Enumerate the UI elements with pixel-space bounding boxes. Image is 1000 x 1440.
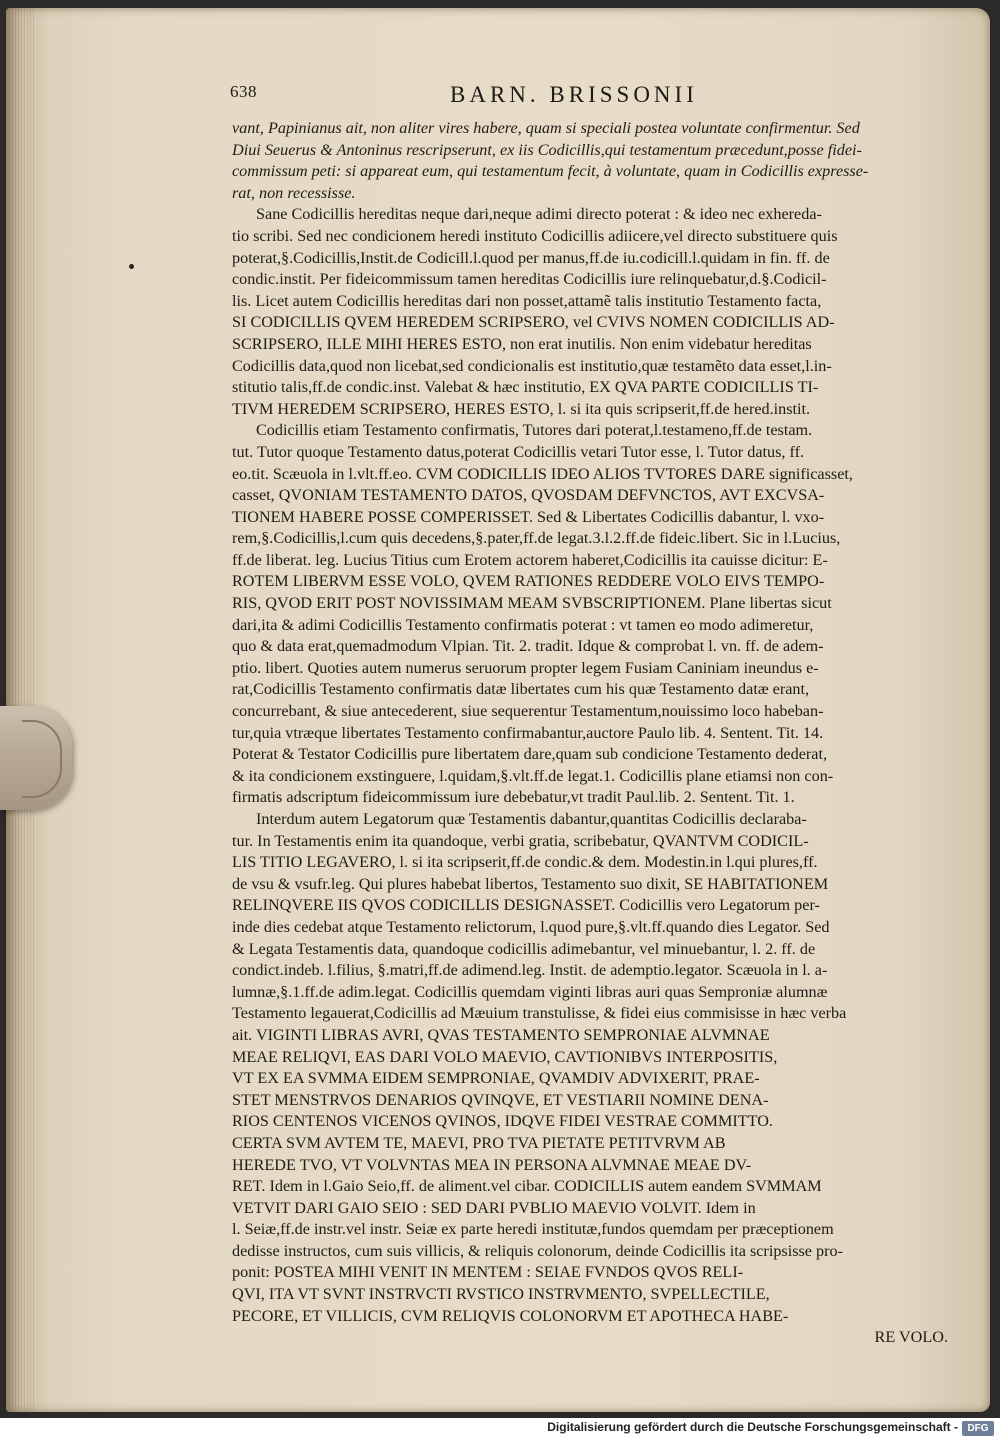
text-line: tur. In Testamentis enim ita quandoque, verbi gratia, scribebatur, QVANTVM CODICIL- (232, 831, 809, 850)
text-line: l. Seiæ,ff.de instr.vel instr. Seiæ ex parte heredi institutæ,fundos quemdam per præceptionem (232, 1220, 834, 1239)
text-line: Interdum autem Legatorum quæ Testamentis dabantur,quantitas Codicillis declaraba- (256, 810, 807, 828)
running-head: BARN. BRISSONII (450, 82, 698, 107)
text-line: SI CODICILLIS QVEM HEREDEM SCRIPSERO, vel CVIVS NOMEN CODICILLIS AD- (232, 313, 835, 332)
text-line: vant, Papinianus ait, non aliter vires habere, quam si speciali postea voluntate confirmentur. Sed (232, 119, 860, 137)
text-line: casset, QVONIAM TESTAMENTO DATOS, QVOSDAM DEFVNCTOS, AVT EXCVSA- (232, 486, 825, 505)
text-line: Sane Codicillis hereditas neque dari,neque adimi directo poterat : & ideo nec exhereda- (256, 205, 822, 224)
text-line: & Legata Testamentis data, quandoque codicillis adimebantur, vel minuebantur, l. 2. ff. de (232, 939, 816, 958)
text-line: dari,ita & adimi Codicillis Testamento confirmatis poterat : vt tamen eo modo adimeretur, (232, 615, 814, 634)
page-header (230, 82, 950, 112)
text-line: Testamento legauerat,Codicillis ad Mæuium transtulisse, & fidei eius commisisse in hæc verba (232, 1004, 847, 1023)
text-line: concurrebant, & siue antecederent, siue sequerentur Testamentum,nouissimo loco habeban- (232, 702, 824, 721)
text-line: rat, non recessisse. (232, 183, 356, 202)
text-line: Codicillis etiam Testamento confirmatis, Tutores dari poterat,l.testameno,ff.de testam. (256, 421, 813, 440)
text-line: VT EX EA SVMMA EIDEM SEMPRONIAE, QVAMDIV ADVIXERIT, PRAE- (232, 1069, 760, 1088)
text-line: condict.indeb. l.filius, §.matri,ff.de adimend.leg. Instit. de ademptio.legator. Scæuola in l. a- (232, 961, 828, 980)
text-line: TIONEM HABERE POSSE COMPERISSET. Sed & Libertates Codicillis dabantur, l. vxo- (232, 507, 825, 526)
text-line: & ita condicionem exstinguere, l.quidam,§.vlt.ff.de legat.1. Codicillis plane etiamsi non con- (232, 766, 834, 785)
text-line: QVI, ITA VT SVNT INSTRVCTI RVSTICO INSTRVMENTO, SVPELLECTILE, (232, 1285, 770, 1304)
text-line: TIVM HEREDEM SCRIPSERO, HERES ESTO, l. si ita quis scripserit,ff.de hered.instit. (232, 399, 811, 418)
text-line: lis. Licet autem Codicillis hereditas dari non posset,attamẽ talis institutio Testamento facta, (232, 291, 822, 310)
text-line: rem,§.Codicillis,l.cum quis decedens,§.pater,ff.de legat.3.l.2.ff.de fideic.libert. Sic in l.Lucius, (232, 529, 841, 548)
text-line: tur,quia vtræque libertates Testamento confirmabantur,auctore Paulo lib. 4. Sentent. Tit. 14. (232, 723, 824, 742)
text-line: firmatis adscriptum fideicommissum iure debebatur,vt tradit Paul.lib. 2. Sentent. Tit. 1. (232, 788, 795, 807)
text-line: RIOS CENTENOS VICENOS QVINOS, IDQVE FIDEI VESTRAE COMMITTO. (232, 1112, 773, 1131)
text-line: lumnæ,§.1.ff.de adim.legat. Codicillis quemdam viginti libras auri quas Semproniæ alumnæ (232, 982, 828, 1001)
text-line: ROTEM LIBERVM ESSE VOLO, QVEM RATIONES REDDERE VOLO EIVS TEMPO- (232, 572, 825, 591)
text-line: ponit: POSTEA MIHI VENIT IN MENTEM : SEIAE FVNDOS QVOS RELI- (232, 1263, 744, 1282)
text-line: tio scribi. Sed nec condicionem heredi instituto Codicillis adiicere,vel directo substituere quis (232, 226, 838, 245)
text-line: de vsu & vsufr.leg. Qui plures habebat libertos, Testamento suo dixit, SE HABITATIONEM (232, 874, 829, 893)
text-line: PECORE, ET VILLICIS, CVM RELIQVIS COLONORVM ET APOTHECA HABE- (232, 1306, 789, 1325)
text-line: MEAE RELIQVI, EAS DARI VOLO MAEVIO, CAVTIONIBVS INTERPOSITIS, (232, 1047, 778, 1066)
text-line: Poterat & Testator Codicillis pure libertatem dare,quam sub condicione Testamento dederat, (232, 745, 827, 764)
footer-credit: Digitalisierung gefördert durch die Deutsche Forschungsgemeinschaft - (547, 1420, 958, 1434)
text-line: Diui Seuerus & Antoninus rescripserunt, ex iis Codicillis,qui testamentum præcedunt,posse fidei- (232, 140, 862, 159)
text-line: RET. Idem in l.Gaio Seio,ff. de aliment.vel cibar. CODICILLIS autem eandem SVMMAM (232, 1177, 822, 1196)
book-clip (0, 706, 72, 810)
text-line: stitutio talis,ff.de condic.inst. Valebat & hæc institutio, EX QVA PARTE CODICILLIS TI- (232, 378, 819, 397)
text-line: quo & data erat,quemadmodum Vlpian. Tit. 2. tradit. Idque & comprobat l. vn. ff. de adem- (232, 637, 824, 656)
text-line: HEREDE TVO, VT VOLVNTAS MEA IN PERSONA ALVMNAE MEAE DV- (232, 1155, 752, 1174)
text-line: ait. VIGINTI LIBRAS AVRI, QVAS TESTAMENTO SEMPRONIAE ALVMNAE (232, 1025, 770, 1044)
text-line: commissum peti: si appareat eum, qui testamentum fecit, à voluntate, quam in Codicillis expresse- (232, 162, 869, 181)
footer-bar (0, 1418, 1000, 1440)
text-line: tut. Tutor quoque Testamento datus,poterat Codicillis vetari Tutor esse, l. Tutor datus, ff. (232, 442, 805, 461)
text-line: LIS TITIO LEGAVERO, l. si ita scripserit,ff.de condic.& dem. Modestin.in l.qui plures,ff. (232, 853, 818, 872)
text-line: inde dies cedebat atque Testamento relictorum, l.quod pure,§.vlt.ff.quando dies Legator. Sed (232, 917, 830, 936)
text-line: RELINQVERE IIS QVOS CODICILLIS DESIGNASSET. Codicillis vero Legatorum per- (232, 896, 820, 915)
dfg-logo: DFG (962, 1421, 994, 1436)
body-text (232, 118, 948, 1349)
text-line: Codicillis data,quod non licebat,sed condicionalis est institutio,quæ testamẽto data esset,l.in- (232, 356, 832, 375)
clip-loop (22, 720, 62, 798)
folio-number: 638 (230, 82, 257, 101)
text-line: dedisse instructos, cum suis villicis, & reliquis colonorum, deinde Codicillis ita scripsisse pro- (232, 1241, 844, 1260)
text-line: VETVIT DARI GAIO SEIO : SED DARI PVBLIO MAEVIO VOLVIT. Idem in (232, 1198, 756, 1217)
text-line: RIS, QVOD ERIT POST NOVISSIMAM MEAM SVBSCRIPTIONEM. Plane libertas sicut (232, 594, 832, 613)
ink-spot (129, 264, 134, 269)
text-line: eo.tit. Scæuola in l.vlt.ff.eo. CVM CODICILLIS IDEO ALIOS TVTORES DARE significasset, (232, 464, 853, 483)
text-line: SCRIPSERO, ILLE MIHI HERES ESTO, non erat inutilis. Non enim videbatur hereditas (232, 334, 812, 353)
text-line: poterat,§.Codicillis,Instit.de Codicill.l.quod per manus,ff.de iu.codicill.l.quidam in fin. ff. de (232, 248, 830, 267)
text-line: CERTA SVM AVTEM TE, MAEVI, PRO TVA PIETATE PETITVRVM AB (232, 1133, 726, 1152)
text-line: STET MENSTRVOS DENARIOS QVINQVE, ET VESTIARII NOMINE DENA- (232, 1090, 769, 1109)
text-line: RE VOLO. (874, 1328, 948, 1347)
text-line: ff.de liberat. leg. Lucius Titius cum Erotem actorem haberet,Codicillis ita cauisse dicitur: E- (232, 550, 828, 569)
text-line: condic.instit. Per fideicommissum tamen hereditas Codicillis iure relinquebatur,d.§.Codicil- (232, 270, 827, 289)
text-line: ptio. libert. Quoties autem numerus seruorum propter legem Fusiam Caniniam ineundus e- (232, 658, 819, 677)
text-line: rat,Codicillis Testamento confirmatis datæ libertates cum his quæ Testamento datæ erant, (232, 680, 810, 699)
